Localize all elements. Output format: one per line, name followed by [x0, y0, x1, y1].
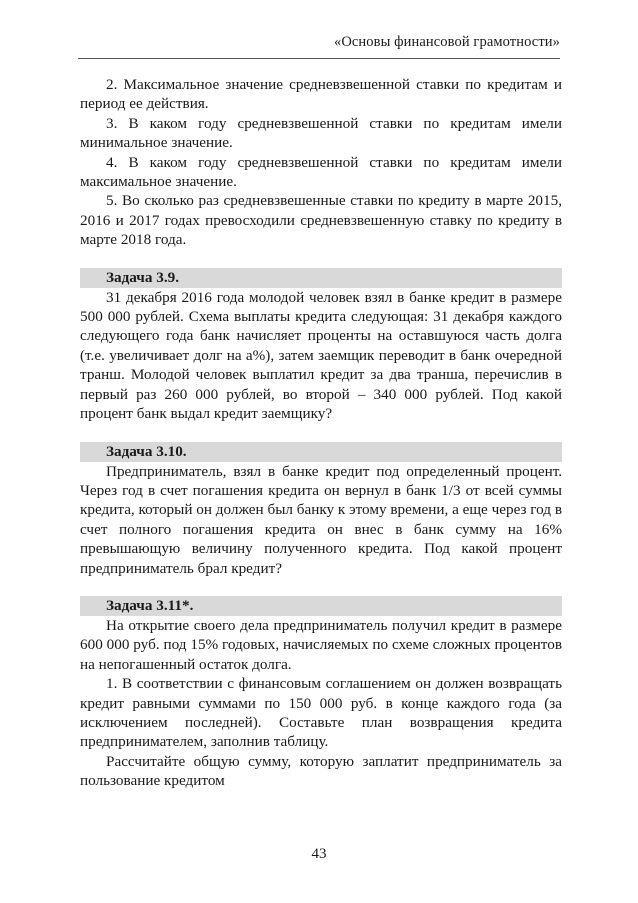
task-text: 31 декабря 2016 года молодой человек взял в банке кредит в размере 500 000 рублей. Схема выплаты кредита следующая: 31 декабря каждого следующего года банк начисляет проценты на оставшуюся часть долга (т.е. увеличивает долг на а%), затем заемщик переводит в банк очередной транш. Молодой человек выплатил кредит за два транша, перечислив в первый раз 260 000 рублей, во второй – 340 000 рублей. Под какой процент банк выдал кредит заемщику?: [80, 288, 562, 423]
task-3-10: [80, 442, 562, 578]
task-3-9: [80, 268, 562, 424]
task-3-11: [80, 596, 562, 791]
page-number: 43: [311, 846, 327, 862]
task-text: Рассчитайте общую сумму, которую заплатит предприниматель за пользование кредитом: [80, 752, 562, 790]
task-text: 1. В соответствии с финансовым соглашением он должен возвращать кредит равными суммами по 150 000 руб. в конце каждого года (за исключением последней). Составьте план возвращения кредита предпринимателем, заполнив таблицу.: [80, 675, 562, 751]
intro-questions: [80, 75, 562, 250]
question-item: 5. Во сколько раз средневзвешенные ставки по кредиту в марте 2015, 2016 и 2017 годах превосходили средневзвешенную ставку по кредиту в марте 2018 года.: [80, 192, 562, 249]
question-item: 2. Максимальное значение средневзвешенной ставки по кредитам и период ее действия.: [80, 76, 562, 113]
task-text: На открытие своего дела предприниматель получил кредит в размере 600 000 руб. под 15% годовых, начисляемых по схеме сложных процентов на непогашенный остаток долга.: [80, 616, 562, 673]
running-header: «Основы финансовой грамотности»: [333, 34, 560, 50]
question-item: 4. В каком году средневзвешенной ставки по кредитам имели максимальное значение.: [80, 153, 562, 191]
page-body: [80, 75, 562, 791]
question-item: 3. В каком году средневзвешенной ставки по кредитам имели минимальное значение.: [80, 114, 562, 152]
task-heading: Задача 3.10.: [80, 442, 562, 462]
header-divider: [78, 58, 560, 59]
task-text: Предприниматель, взял в банке кредит под определенный процент. Через год в счет погашения кредита он вернул в банк 1/3 от всей суммы кредита, который он должен был банку к этому времени, а еще через год в счет полного погашения кредита он внес в банк сумму на 16% превышающую величину полученного кредита. Под какой процент предприниматель брал кредит?: [80, 462, 562, 577]
task-heading: Задача 3.11*.: [80, 596, 562, 616]
task-heading: Задача 3.9.: [80, 268, 562, 288]
